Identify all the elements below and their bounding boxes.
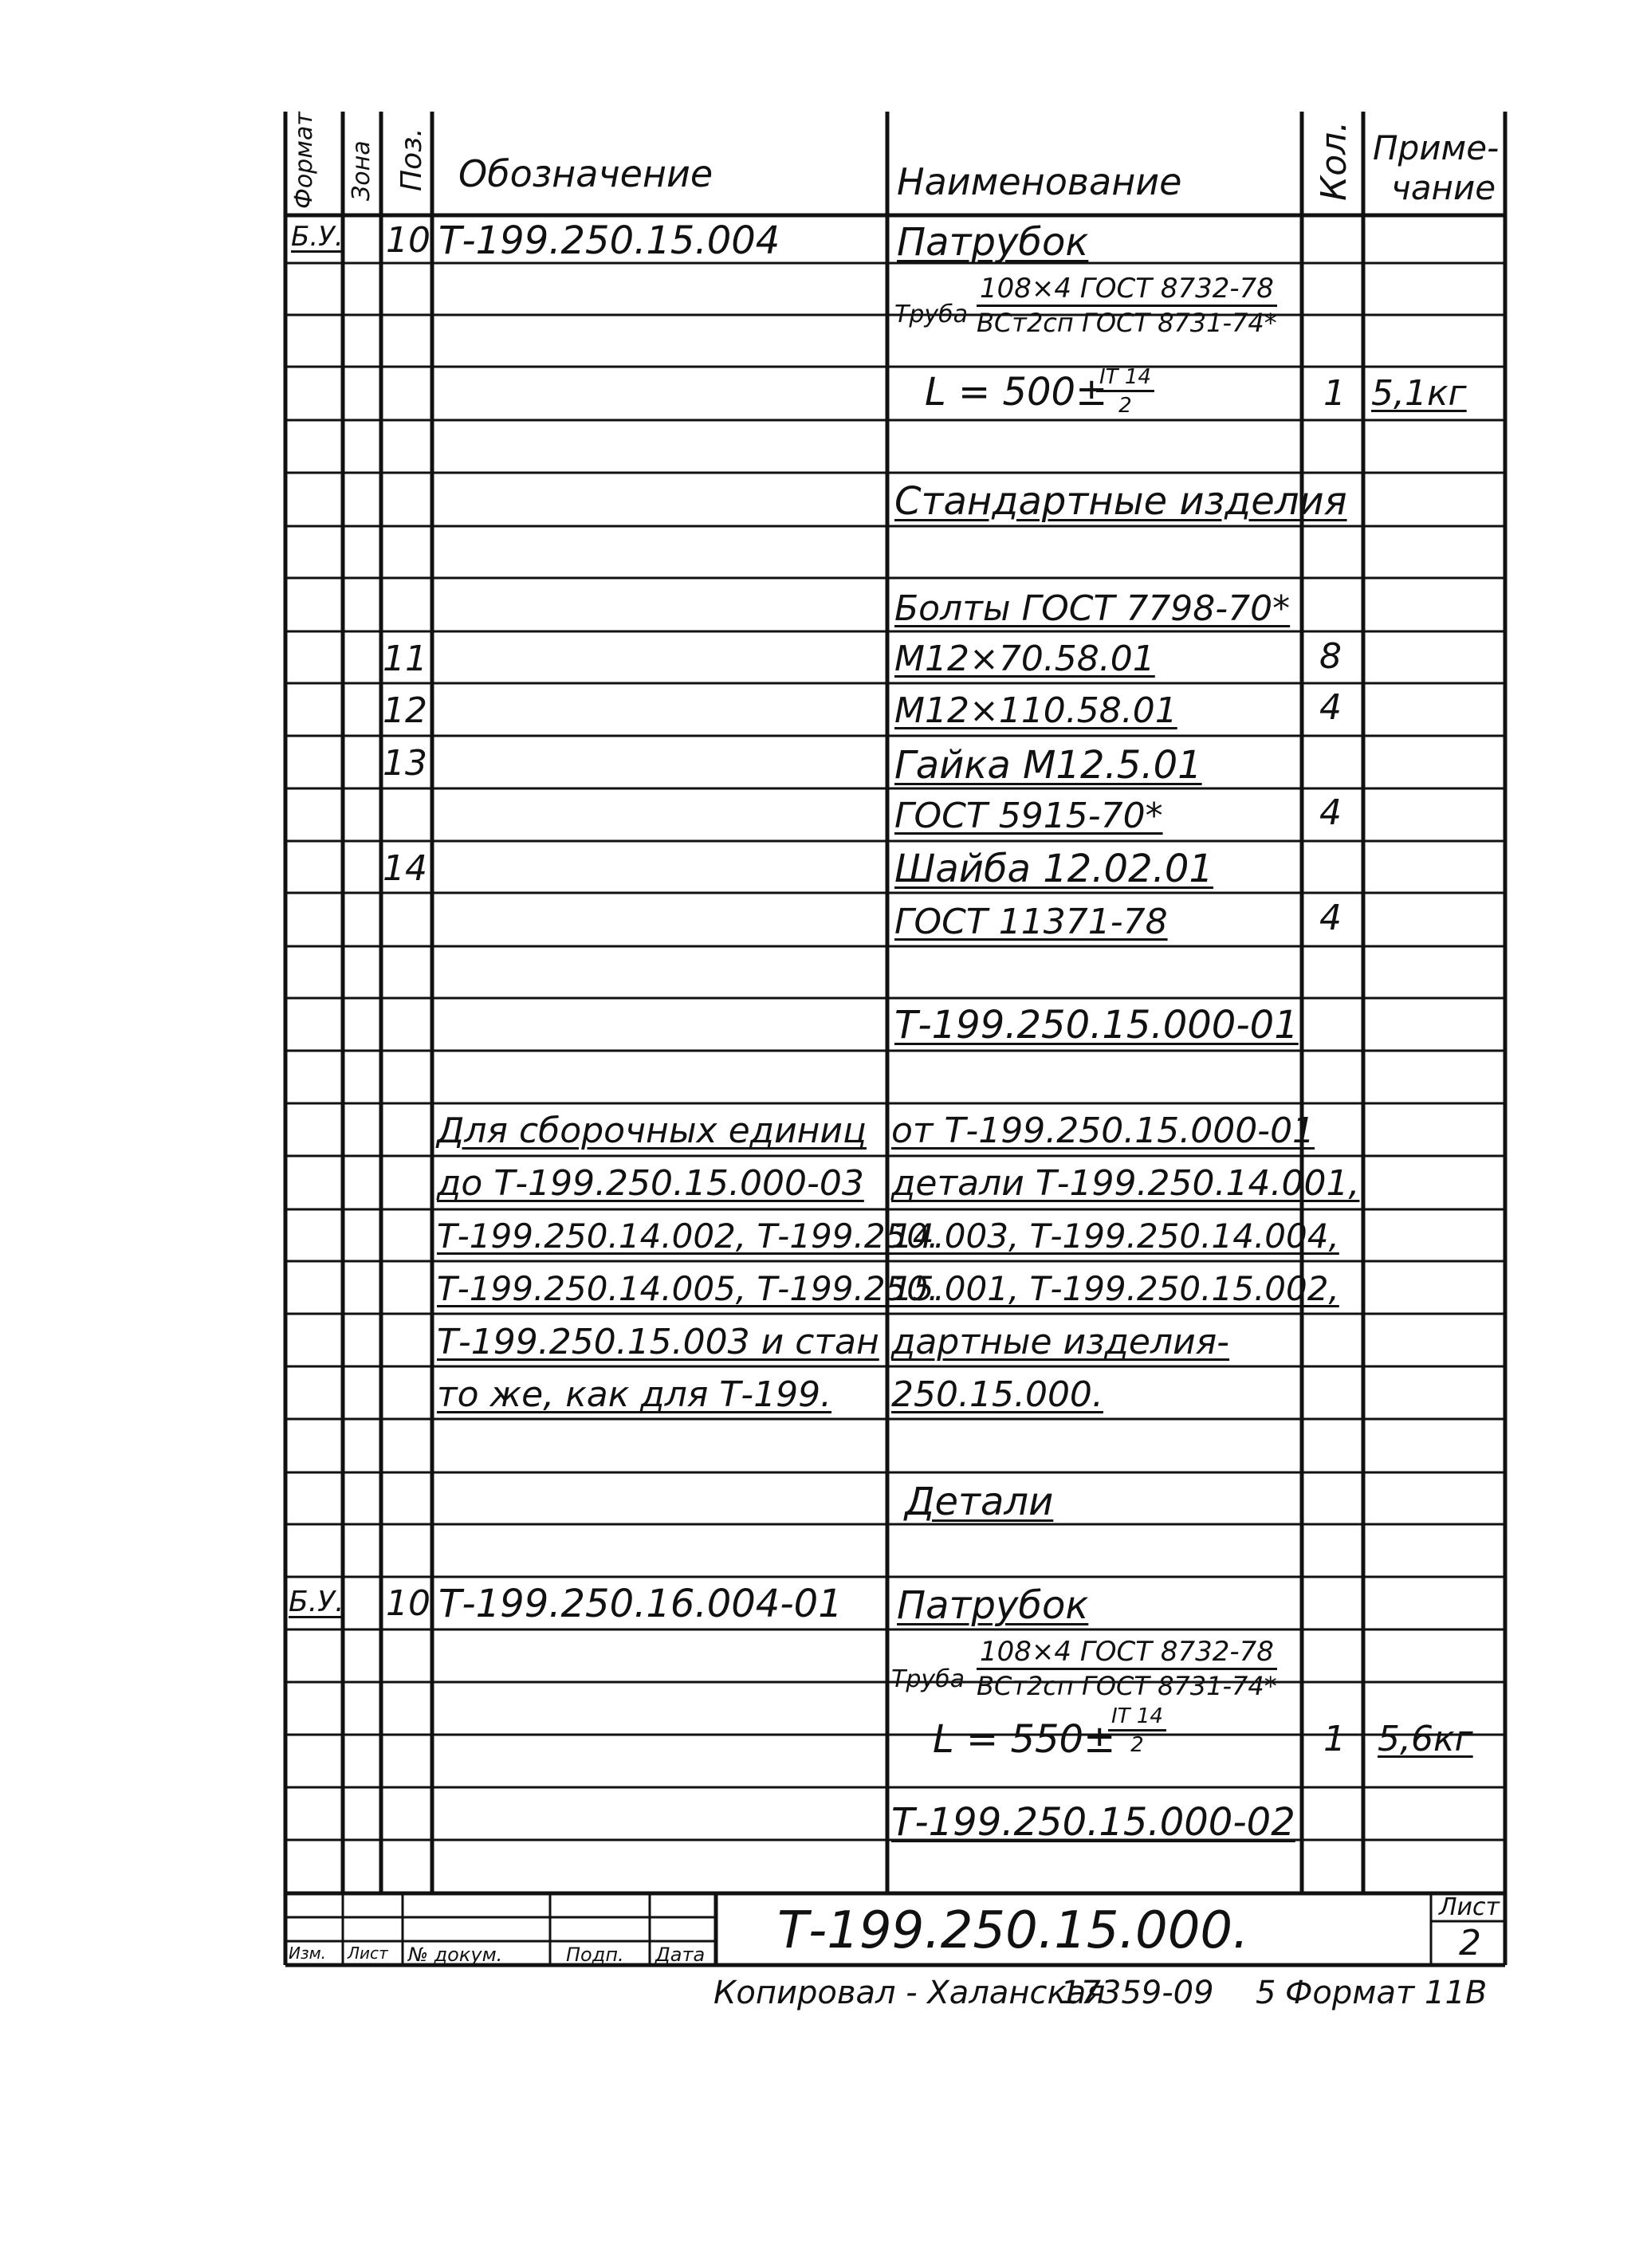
- row-name-prefix: Труба: [894, 301, 969, 328]
- copied-by: Копировал - Халанская: [713, 1975, 1106, 2011]
- row-qty: 4: [1319, 687, 1342, 728]
- pipe-spec-fraction: [977, 1638, 1277, 1699]
- order-number: 17359-09: [1060, 1975, 1214, 2011]
- row-length: L = 550±: [933, 1717, 1116, 1762]
- note-line: Т-199.250.14.002, Т-199.250.: [437, 1217, 939, 1256]
- row-name: М12×110.58.01: [894, 690, 1177, 731]
- row-note: 5,1кг: [1371, 373, 1467, 414]
- row-name: Т-199.250.15.000-01: [894, 1003, 1299, 1048]
- row-designation: Т-199.250.16.004-01: [438, 1582, 843, 1626]
- header-qty: Кол.: [1314, 120, 1354, 201]
- section-details: Детали: [905, 1480, 1054, 1524]
- row-length: L = 500±: [925, 370, 1108, 415]
- row-name: ГОСТ 5915-70*: [894, 796, 1163, 836]
- row-bolts: Болты ГОСТ 7798-70*: [894, 588, 1291, 629]
- row-name: ГОСТ 11371-78: [894, 902, 1168, 942]
- tolerance-fraction: [1108, 1706, 1166, 1755]
- row-format: Б.У.: [291, 221, 344, 253]
- header-format: Формат: [290, 112, 318, 209]
- title-col-date: Дата: [655, 1944, 706, 1966]
- note-line: от Т-199.250.15.000-01: [891, 1110, 1315, 1151]
- tolerance-denominator: 2: [1130, 1733, 1144, 1757]
- tolerance-numerator: IT 14: [1108, 1706, 1166, 1731]
- tolerance-denominator: 2: [1118, 394, 1132, 418]
- row-qty: 4: [1319, 792, 1342, 833]
- row-name: М12×70.58.01: [894, 639, 1155, 679]
- row-pos: 10: [386, 220, 430, 261]
- pipe-spec-fraction: [977, 275, 1277, 336]
- pipe-spec-numerator: 108×4 ГОСТ 8732-78: [977, 275, 1277, 307]
- title-col-sheet: Лист: [348, 1944, 388, 1963]
- row-name: Гайка М12.5.01: [894, 743, 1202, 788]
- header-note-2: чание: [1391, 168, 1496, 207]
- sheet-number: 2: [1459, 1923, 1481, 1963]
- row-pos: 11: [383, 639, 427, 679]
- row-pos: 12: [383, 690, 427, 731]
- row-name-prefix: Труба: [891, 1665, 965, 1693]
- tolerance-numerator: IT 14: [1096, 367, 1154, 392]
- title-col-sign: Подп.: [566, 1944, 624, 1966]
- format-label: Формат 11В: [1285, 1975, 1488, 2011]
- pipe-spec-denominator: ВСт2сп ГОСТ 8731-74*: [977, 308, 1277, 338]
- note-line: детали Т-199.250.14.001,: [891, 1163, 1360, 1204]
- note-line: до Т-199.250.15.000-03: [437, 1163, 864, 1204]
- row-name: Т-199.250.15.000-02: [891, 1800, 1295, 1845]
- row-name: Шайба 12.02.01: [894, 847, 1213, 891]
- header-zone: Зона: [348, 140, 375, 201]
- section-standard-items: Стандартные изделия: [894, 479, 1347, 524]
- row-qty: 4: [1319, 898, 1342, 938]
- sheet-label: Лист: [1439, 1893, 1500, 1921]
- row-qty: 1: [1323, 1719, 1346, 1759]
- note-line: Т-199.250.15.003 и стан: [437, 1322, 879, 1362]
- row-format: Б.У.: [289, 1586, 344, 1618]
- note-line: дартные изделия-: [891, 1322, 1230, 1362]
- row-qty: 8: [1319, 636, 1342, 677]
- note-line: Для сборочных единиц: [437, 1110, 867, 1151]
- row-note: 5,6кг: [1378, 1719, 1473, 1759]
- row-name: Патрубок: [897, 1583, 1089, 1628]
- row-pos: 14: [383, 848, 427, 889]
- note-line: Т-199.250.14.005, Т-199.250.: [437, 1269, 939, 1308]
- note-line: 14.003, Т-199.250.14.004,: [891, 1217, 1339, 1256]
- row-qty: 1: [1323, 373, 1346, 414]
- header-name: Наименование: [897, 160, 1182, 203]
- row-designation: Т-199.250.15.004: [438, 218, 780, 263]
- row-pos: 13: [383, 743, 427, 784]
- header-pos: Поз.: [395, 128, 428, 191]
- sheet-count: 5: [1256, 1975, 1276, 2011]
- note-line: 250.15.000.: [891, 1374, 1103, 1415]
- header-note-1: Приме-: [1373, 128, 1500, 167]
- title-col-doc: № докум.: [408, 1944, 503, 1966]
- note-line: 15.001, Т-199.250.15.002,: [891, 1269, 1339, 1308]
- document-number: Т-199.250.15.000.: [777, 1901, 1249, 1960]
- note-line: то же, как для Т-199.: [437, 1374, 832, 1415]
- pipe-spec-denominator: ВСт2сп ГОСТ 8731-74*: [977, 1671, 1277, 1701]
- pipe-spec-numerator: 108×4 ГОСТ 8732-78: [977, 1638, 1277, 1670]
- row-pos: 10: [386, 1583, 430, 1624]
- header-designation: Обозначение: [458, 152, 713, 195]
- tolerance-fraction: [1096, 367, 1154, 416]
- title-col-change: Изм.: [289, 1944, 327, 1963]
- row-name: Патрубок: [897, 220, 1089, 265]
